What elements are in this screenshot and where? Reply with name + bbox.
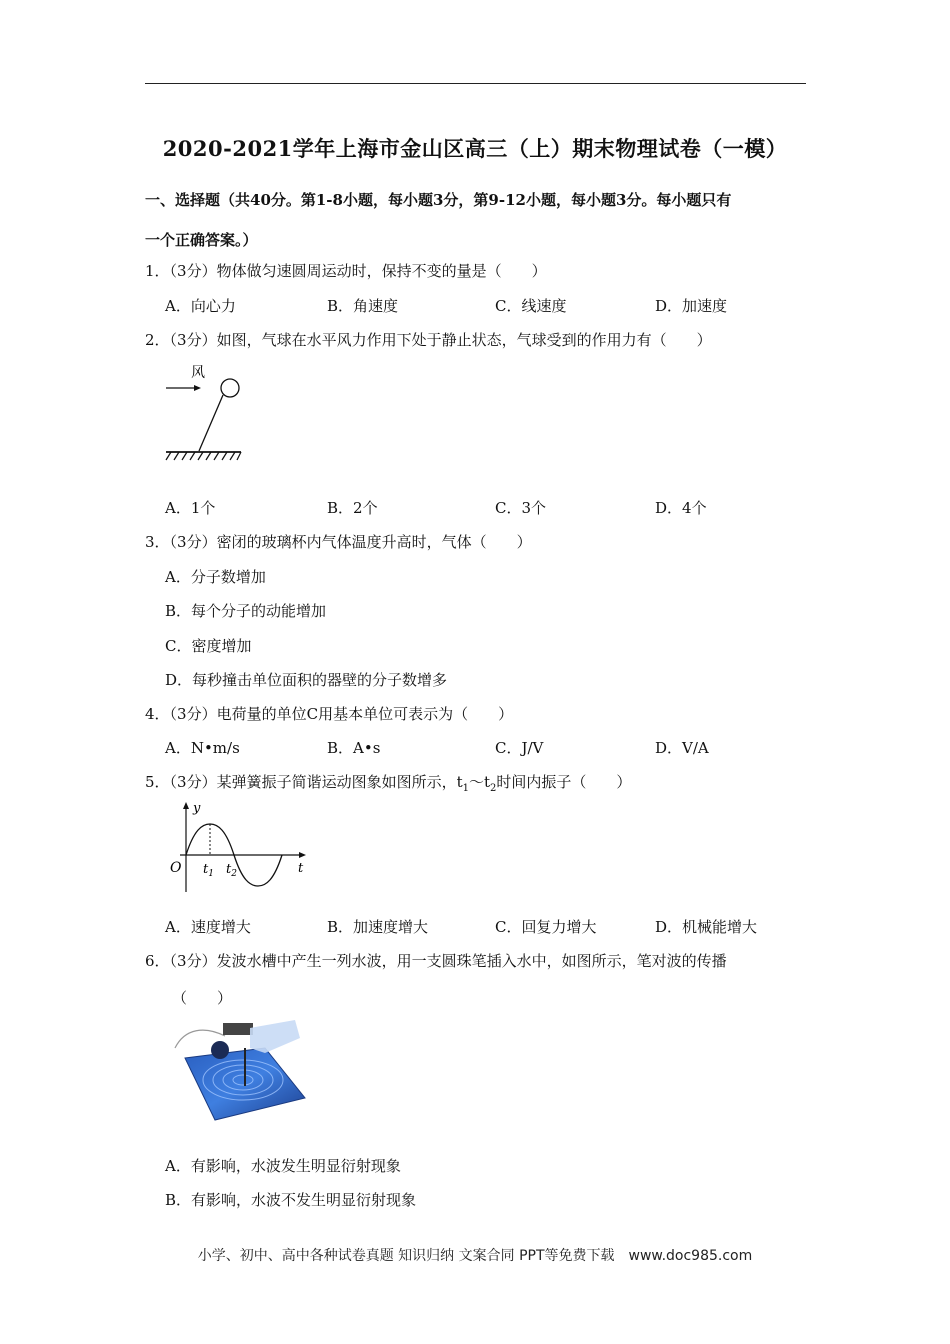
q4-option-c: C．J/V	[495, 739, 544, 757]
q2-option-d: D．4个	[655, 499, 707, 517]
header-rule	[145, 83, 806, 84]
graph-t1-label: $t_1$	[203, 862, 214, 879]
q2-option-a: A．1个	[165, 499, 216, 517]
q3-option-a: A．分子数增加	[165, 568, 266, 586]
graph-origin-label: O	[170, 860, 182, 876]
oscillation-graph	[166, 800, 311, 899]
q5-option-c: C．回复力增大	[495, 918, 597, 936]
q5-option-a: A．速度增大	[165, 918, 251, 936]
q5-option-d: D．机械能增大	[655, 918, 758, 936]
question-6-stem: 6．（3分）发波水槽中产生一列水波，用一支圆珠笔插入水中，如图所示，笔对波的传播	[145, 952, 727, 970]
q4-option-a: A．N•m/s	[165, 739, 240, 757]
q1-option-c: C．线速度	[495, 297, 567, 315]
q6-option-b: B．有影响，水波不发生明显衍射现象	[165, 1191, 417, 1209]
q4-option-b: B．A•s	[327, 739, 381, 757]
q3-option-c: C．密度增加	[165, 637, 252, 655]
q1-option-b: B．角速度	[327, 297, 399, 315]
q6-option-a: A．有影响，水波发生明显衍射现象	[165, 1157, 401, 1175]
q2-option-c: C．3个	[495, 499, 547, 517]
question-3-stem: 3．（3分）密闭的玻璃杯内气体温度升高时，气体（ ）	[145, 533, 532, 551]
question-6-stem-cont: （ ）	[172, 989, 233, 1007]
graph-t2-label: $t_2$	[226, 862, 237, 879]
section-heading-line2: 一个正确答案。）	[145, 231, 258, 249]
q3-option-d: D．每秒撞击单位面积的器壁的分子数增多	[165, 671, 448, 689]
question-4-stem: 4．（3分）电荷量的单位C用基本单位可表示为（ ）	[145, 705, 514, 723]
q1-option-d: D．加速度	[655, 297, 728, 315]
balloon-figure	[163, 360, 248, 469]
question-2-stem: 2．（3分）如图，气球在水平风力作用下处于静止状态，气球受到的作用力有（ ）	[145, 331, 712, 349]
graph-t-axis-label: t	[298, 861, 304, 876]
question-5-stem: 5．（3分）某弹簧振子简谐运动图象如图所示，$t_1\sim t_2$时间内振子（ ）	[145, 773, 632, 794]
q5-option-b: B．加速度增大	[327, 918, 429, 936]
q1-option-a: A．向心力	[165, 297, 236, 315]
wind-label: 风	[191, 365, 205, 381]
page-title: 2020-2021学年上海市金山区高三（上）期末物理试卷（一模）	[162, 136, 788, 161]
page-footer: 小学、初中、高中各种试卷真题 知识归纳 文案合同 PPT等免费下载 www.doc985.com	[197, 1248, 753, 1264]
q2-option-b: B．2个	[327, 499, 378, 517]
graph-y-label: y	[193, 801, 201, 816]
question-1-stem: 1．（3分）物体做匀速圆周运动时，保持不变的量是（ ）	[145, 262, 547, 280]
q4-option-d: D．V/A	[655, 739, 709, 757]
q3-option-b: B．每个分子的动能增加	[165, 602, 327, 620]
section-heading-line1: 一、选择题（共40分。第1-8小题，每小题3分，第9-12小题，每小题3分。每小题只有	[145, 191, 732, 209]
ripple-tank-photo	[165, 1018, 310, 1127]
